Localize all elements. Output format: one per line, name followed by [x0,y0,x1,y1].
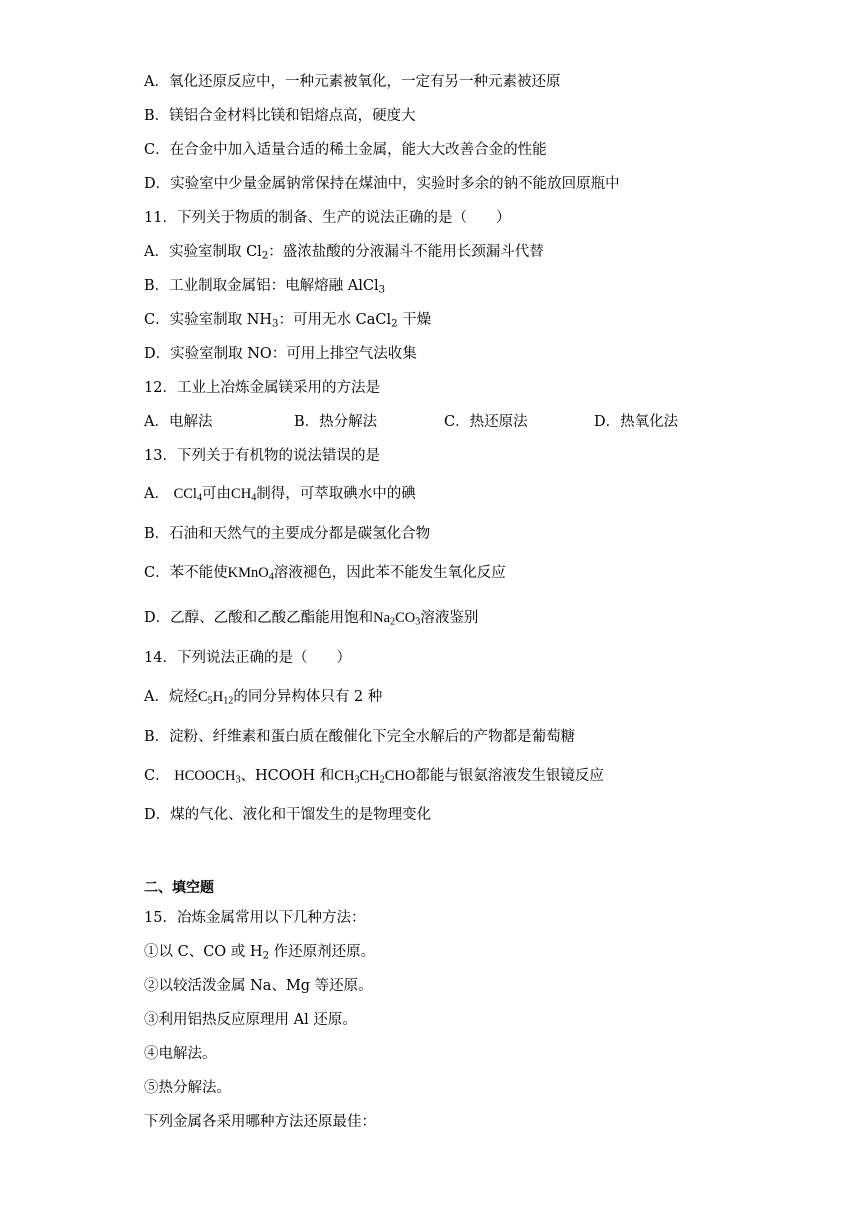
q11-option-d: D．实验室制取 NO：可用上排空气法收集 [144,346,417,362]
q12-option-d: D．热氧化法 [594,414,679,430]
q14-option-b: B．淀粉、纤维素和蛋白质在酸催化下完全水解后的产物都是葡萄糖 [144,729,576,745]
q10-option-a: A．氧化还原反应中，一种元素被氧化，一定有另一种元素被还原 [144,74,561,90]
q12-option-c: C．热还原法 [444,414,528,430]
q14-option-a: A．烷烃$C_5H_{12}$的同分异构体只有 2 种 [144,689,383,707]
q11-option-b: B．工业制取金属铝：电解熔融 AlCl$_3$ [144,278,386,296]
q12-option-b: B．热分解法 [294,414,378,430]
q14-stem: 14．下列说法正确的是（ ） [144,650,351,666]
q13-option-b: B．石油和天然气的主要成分都是碳氢化合物 [144,526,431,542]
q13-option-a: A． CCl$_4$可由$CH_4$制得，可萃取碘水中的碘 [144,486,416,504]
q11-option-a: A．实验室制取 $Cl_2$：盛浓盐酸的分液漏斗不能用长颈漏斗代替 [144,244,544,262]
q15-method-4: ④电解法。 [144,1046,217,1062]
q11-stem: 11．下列关于物质的制备、生产的说法正确的是（ ） [144,210,511,226]
q11-option-c: C．实验室制取 $NH_3$：可用无水 CaCl$_2$ 干燥 [144,312,432,330]
q14-option-d: D．煤的气化、液化和干馏发生的是物理变化 [144,807,432,823]
q10-option-b: B．镁铝合金材料比镁和铝熔点高，硬度大 [144,108,416,124]
q13-option-c: C．苯不能使KMnO$_4$溶液褪色，因此苯不能发生氧化反应 [144,565,506,583]
section-title-fill-in: 二、填空题 [144,880,214,896]
q15-prompt: 下列金属各采用哪种方法还原最佳： [144,1114,376,1130]
q15-stem: 15．冶炼金属常用以下几种方法： [144,910,366,926]
q12-stem: 12．工业上冶炼金属镁采用的方法是 [144,380,380,396]
q15-method-2: ②以较活泼金属 Na、Mg 等还原。 [144,978,373,994]
q10-option-d: D．实验室中少量金属钠常保持在煤油中，实验时多余的钠不能放回原瓶中 [144,176,620,192]
q13-option-d: D．乙醇、乙酸和乙酸乙酯能用饱和$Na_2CO_3$溶液鉴别 [144,610,479,628]
q15-method-1: ①以 C、CO 或 $H_2$ 作还原剂还原。 [144,944,376,962]
q15-method-3: ③利用铝热反应原理用 Al 还原。 [144,1012,357,1028]
q13-stem: 13．下列关于有机物的说法错误的是 [144,448,380,464]
q12-option-a: A．电解法 [144,414,213,430]
q15-method-5: ⑤热分解法。 [144,1080,231,1096]
q14-option-c: C． $HCOOCH_3$、HCOOH 和$CH_3CH_2CHO$都能与银氨溶液发生银镜反应 [144,768,604,786]
q10-option-c: C．在合金中加入适量合适的稀土金属，能大大改善合金的性能 [144,142,547,158]
